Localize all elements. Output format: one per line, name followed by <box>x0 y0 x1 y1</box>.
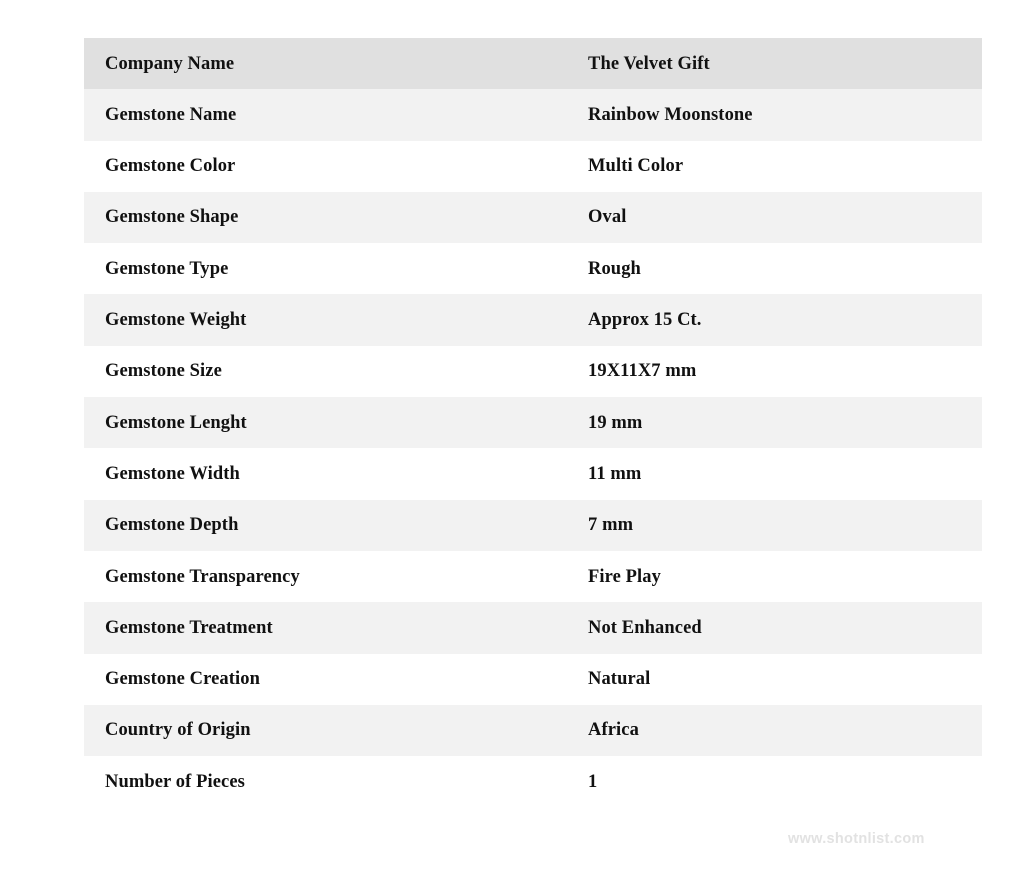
spec-label: Gemstone Treatment <box>84 602 567 653</box>
spec-label: Gemstone Name <box>84 89 567 140</box>
spec-label: Gemstone Lenght <box>84 397 567 448</box>
table-row <box>84 654 982 705</box>
spec-label: Company Name <box>84 38 567 89</box>
table-row <box>84 602 982 653</box>
watermark: www.shotnlist.com <box>788 831 925 847</box>
spec-label: Gemstone Color <box>84 141 567 192</box>
spec-value: Oval <box>567 192 982 243</box>
spec-label: Number of Pieces <box>84 756 567 807</box>
spec-value: Not Enhanced <box>567 602 982 653</box>
spec-value: 19X11X7 mm <box>567 346 982 397</box>
table-row <box>84 141 982 192</box>
table-row <box>84 500 982 551</box>
spec-label: Gemstone Weight <box>84 294 567 345</box>
spec-label: Gemstone Width <box>84 448 567 499</box>
spec-value: Approx 15 Ct. <box>567 294 982 345</box>
spec-label: Gemstone Type <box>84 243 567 294</box>
spec-label: Gemstone Shape <box>84 192 567 243</box>
spec-value: 1 <box>567 756 982 807</box>
spec-label: Gemstone Size <box>84 346 567 397</box>
spec-value: Rough <box>567 243 982 294</box>
table-row <box>84 243 982 294</box>
table-row <box>84 346 982 397</box>
table-row <box>84 551 982 602</box>
table-row <box>84 397 982 448</box>
spec-value: Multi Color <box>567 141 982 192</box>
spec-value: 19 mm <box>567 397 982 448</box>
spec-value: 7 mm <box>567 500 982 551</box>
spec-value: The Velvet Gift <box>567 38 982 89</box>
table-row <box>84 448 982 499</box>
spec-label: Gemstone Depth <box>84 500 567 551</box>
spec-value: 11 mm <box>567 448 982 499</box>
table-row <box>84 38 982 89</box>
table-row <box>84 192 982 243</box>
spec-value: Fire Play <box>567 551 982 602</box>
spec-table-body <box>84 38 982 807</box>
spec-label: Gemstone Transparency <box>84 551 567 602</box>
table-row <box>84 89 982 140</box>
table-row <box>84 705 982 756</box>
spec-label: Country of Origin <box>84 705 567 756</box>
gemstone-spec-table <box>84 38 982 807</box>
table-row <box>84 756 982 807</box>
spec-value: Rainbow Moonstone <box>567 89 982 140</box>
spec-label: Gemstone Creation <box>84 654 567 705</box>
spec-value: Africa <box>567 705 982 756</box>
table-row <box>84 294 982 345</box>
spec-value: Natural <box>567 654 982 705</box>
